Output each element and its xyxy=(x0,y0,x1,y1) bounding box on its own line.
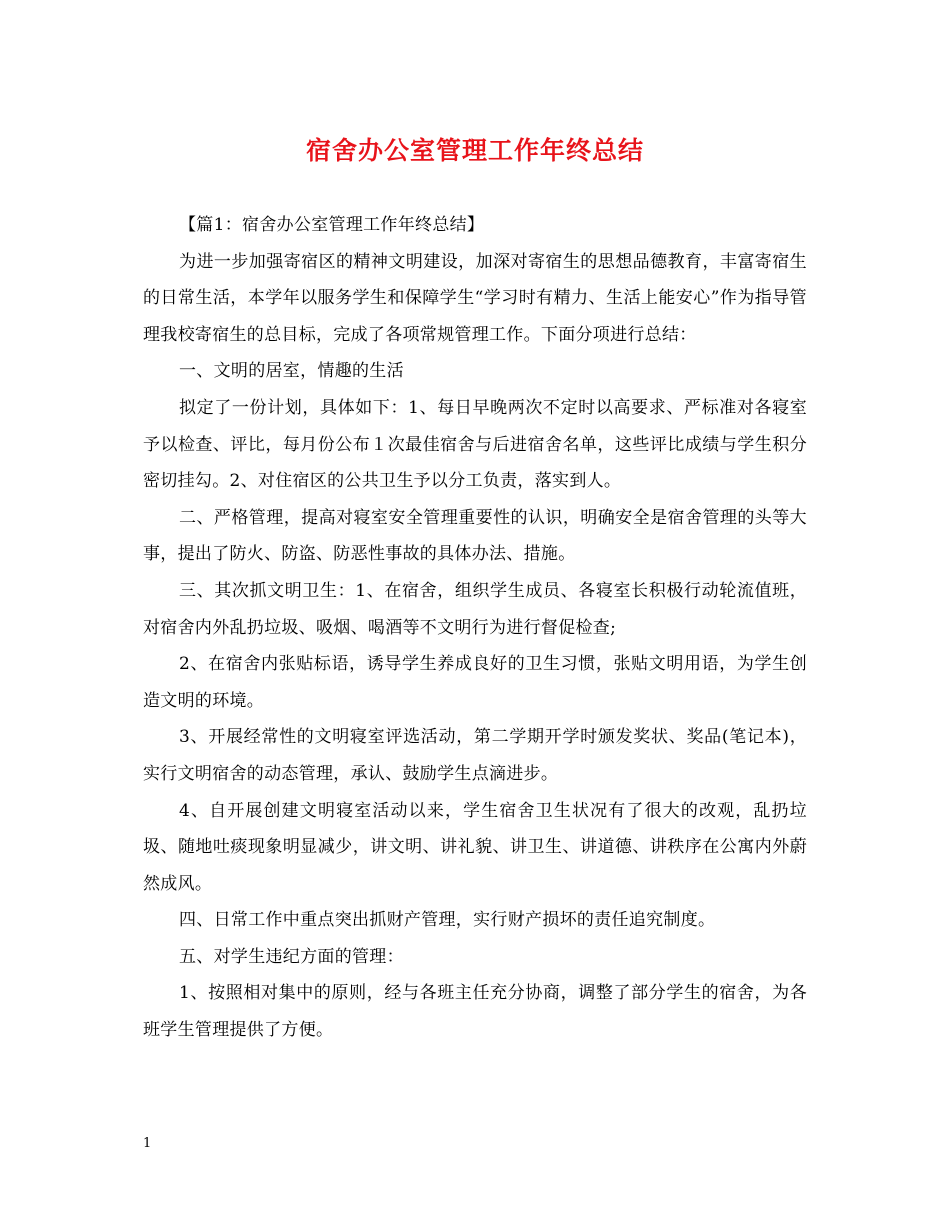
section-heading-3: 三、其次抓文明卫生：1、在宿舍，组织学生成员、各寝室长积极行动轮流值班，对宿舍内外乱扔垃圾、吸烟、喝酒等不文明行为进行督促检查; xyxy=(143,580,807,638)
section-heading-5: 五、对学生违纪方面的管理： xyxy=(179,946,404,967)
paragraph-item-3: 3、开展经常性的文明寝室评选活动，第二学期开学时颁发奖状、奖品(笔记本)，实行文明宿舍的动态管理，承认、鼓励学生点滴进步。 xyxy=(143,727,807,784)
section-heading-part-1: 【篇1：宿舍办公室管理工作年终总结】 xyxy=(179,215,485,235)
section-heading-1: 一、文明的居室，情趣的生活 xyxy=(179,361,404,382)
paragraph-plan: 拟定了一份计划，具体如下：1、每日早晚两次不定时以高要求、严标准对各寝室予以检查、评比，每月份公布１次最佳宿舍与后进宿舍名单，这些评比成绩与学生积分密切挂勾。2、对住宿区的公共卫生予以分工负责，落实到人。 xyxy=(143,397,807,492)
intro-paragraph: 为进一步加强寄宿区的精神文明建设，加深对寄宿生的思想品德教育，丰富寄宿生的日常生活，本学年以服务学生和保障学生“学习时有精力、生活上能安心”作为指导管理我校寄宿生的总目标，完成了各项常规管理工作。下面分项进行总结： xyxy=(143,251,807,345)
paragraph-item-2: 2、在宿舍内张贴标语，诱导学生养成良好的卫生习惯，张贴文明用语，为学生创造文明的环境。 xyxy=(143,654,807,711)
page-number: 1 xyxy=(143,1136,152,1151)
paragraph-item-5-1: 1、按照相对集中的原则，经与各班主任充分协商，调整了部分学生的宿舍，为各班学生管理提供了方便。 xyxy=(143,983,807,1041)
document-body xyxy=(143,207,807,1049)
paragraph-item-4: 4、自开展创建文明寝室活动以来，学生宿舍卫生状况有了很大的改观，乱扔垃圾、随地吐痰现象明显减少，讲文明、讲礼貌、讲卫生、讲道德、讲秩序在公寓内外蔚然成风。 xyxy=(143,800,807,894)
section-heading-2: 二、严格管理，提高对寝室安全管理重要性的认识，明确安全是宿舍管理的头等大事，提出了防火、防盗、防恶性事故的具体办法、措施。 xyxy=(143,507,807,565)
document-title: 宿舍办公室管理工作年终总结 xyxy=(305,136,644,165)
section-heading-4: 四、日常工作中重点突出抓财产管理，实行财产损坏的责任追究制度。 xyxy=(179,910,716,931)
